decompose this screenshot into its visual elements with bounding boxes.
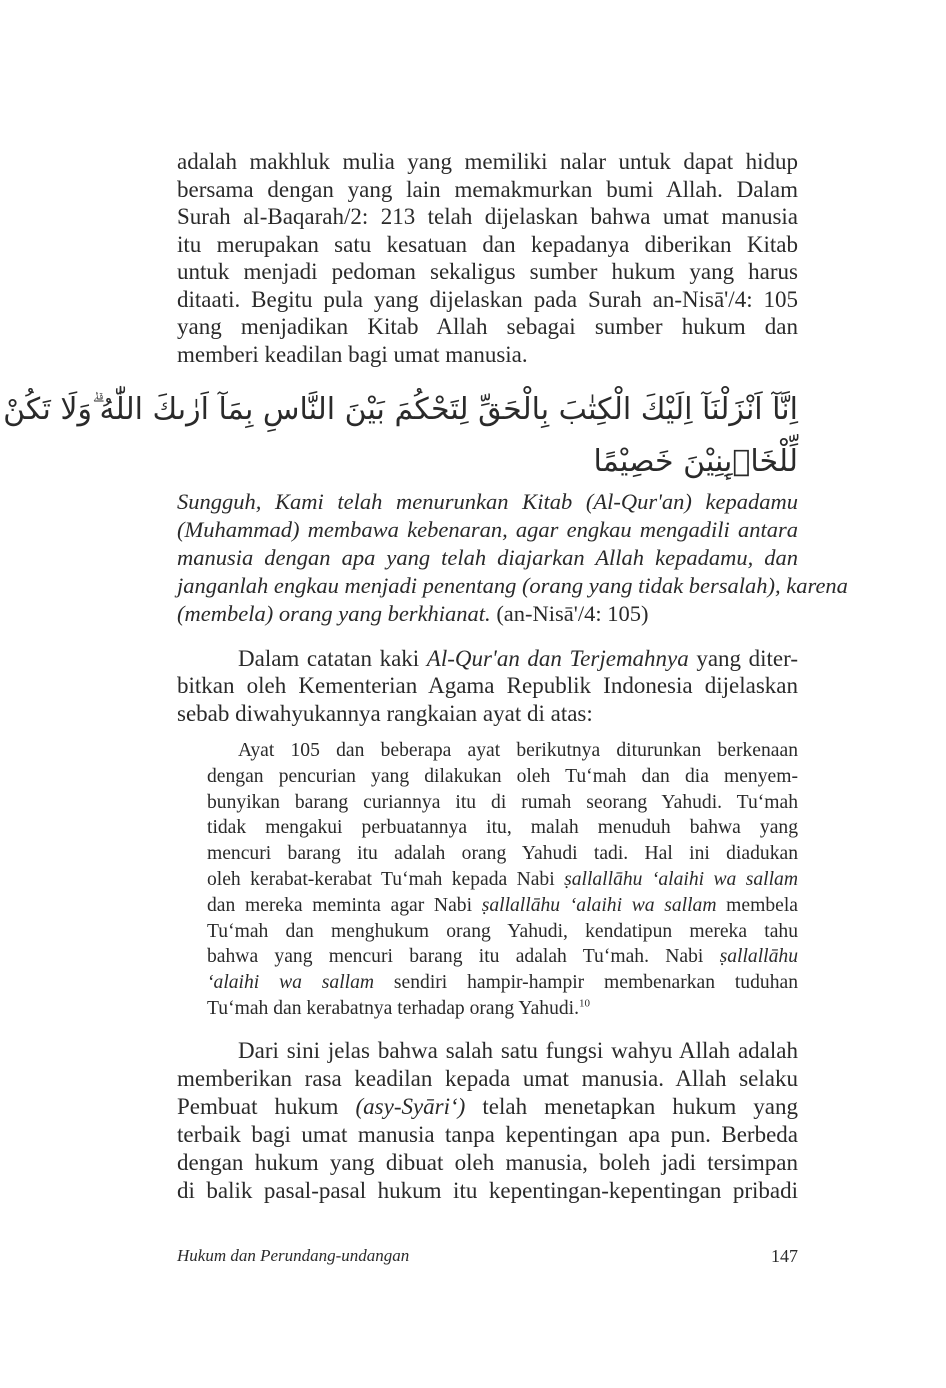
text-line [177,203,798,231]
text-run: yang menjadikan Kitab Allah sebagai sumber hukum dan [177,314,798,339]
paragraph-2 [177,645,798,727]
text-line [177,258,798,286]
text-run: Tu‘mah dan menghukum orang Yahudi, kendatipun mereka tahu [207,920,798,942]
text-line [177,1065,798,1093]
text-line [177,600,798,628]
text-line [207,841,798,867]
text-line [177,544,798,572]
text-run: bitkan oleh Kementerian Agama Republik Indonesia dijelaskan [177,673,798,699]
running-title: Hukum dan Perundang-undangan [177,1246,410,1265]
text-line [207,867,798,893]
text-run: adalah makhluk mulia yang memiliki nalar untuk dapat hidup [177,149,798,174]
text-run: memberikan rasa keadilan kepada umat manusia. Allah selaku [177,1066,798,1091]
text-run: Surah al-Baqarah/2: 213 telah dijelaskan bahwa umat manusia [177,204,798,229]
text-line [177,1037,798,1065]
text-line [177,231,798,259]
text-line [177,516,798,544]
text-run: terbaik bagi umat manusia tanpa kepentingan apa pun. Berbeda [177,1122,798,1147]
text-line [177,286,798,314]
text-line [177,313,798,341]
italic-text: ‘alaihi wa sallam [207,972,375,994]
text-line [207,996,798,1022]
text-line [3,384,798,436]
block-quote [207,738,798,1022]
text-run: memberi keadilan bagi umat manusia. [177,341,528,367]
text-line [207,738,798,764]
text-line [177,1149,798,1177]
text-run: sendiri hampir-hampir membenarkan tuduhan [374,972,798,994]
text-run: Dari sini jelas bahwa salah satu fungsi wahyu Allah adalah [238,1038,798,1063]
text-run: di balik pasal-pasal hukum itu kepentingan-kepentingan pribadi [177,1178,798,1203]
paragraph-1 [177,148,798,368]
text-line [177,572,848,600]
italic-text: Al-Qur'an dan Terjemahnya [426,646,689,671]
text-run: لِّلْخَاۤىِٕنِيْنَ خَصِيْمًا [593,444,798,479]
text-line [177,341,798,369]
text-run: (an-Nisā'/4: 105) [490,601,649,626]
italic-text: ṣallallāhu ‘alaihi wa sallam [564,868,799,890]
text-run: dengan hukum yang dibuat oleh manusia, boleh jadi tersimpan [177,1150,798,1175]
italic-text: ṣallallāhu ‘alaihi wa sallam [481,894,717,916]
text-line [207,764,798,790]
text-run: bunyikan barang curiannya itu di rumah seorang Yahudi. Tu‘mah [207,791,798,813]
italic-text: (Muhammad) membawa kebenaran, agar engkau mengadili antara [177,517,798,542]
text-run: sebab diwahyukannya rangkaian ayat di atas: [177,700,593,726]
text-line [207,919,798,945]
text-run: اِنَّآ اَنْزَلْنَآ اِلَيْكَ الْكِتٰبَ بِالْحَقِّ لِتَحْكُمَ بَيْنَ النَّاسِ بِمَآ اَرٰىكَ اللّٰهُ ۗوَلَا تَكُنْ [3,392,798,427]
text-run: mencuri barang itu adalah orang Yahudi tadi. Hal ini diadukan [207,843,798,865]
text-run: membela [716,894,798,916]
text-line [177,1093,798,1121]
italic-text: manusia dengan apa yang telah diajarkan Allah kepadamu, dan [177,545,798,570]
text-line [207,815,798,841]
italic-text: janganlah engkau menjadi penentang (orang yang tidak bersalah), karena [177,573,848,598]
text-run: bersama dengan yang lain memakmurkan bumi Allah. Dalam [177,176,798,202]
text-run: dan mereka meminta agar Nabi [207,894,482,916]
page-footer [177,1246,798,1267]
text-line [177,436,798,488]
italic-text: ṣallallāhu [719,946,798,968]
verse-translation [177,488,848,628]
text-run: telah menetapkan hukum yang [465,1094,798,1119]
text-line [207,970,798,996]
paragraph-3 [177,1037,798,1205]
footnote-marker: 10 [579,997,591,1010]
text-line [207,893,798,919]
text-line [177,1121,798,1149]
text-line [177,148,798,176]
text-run: itu merupakan satu kesatuan dan kepadanya diberikan Kitab [177,231,798,257]
text-run: ditaati. Begitu pula yang dijelaskan pada Surah an-Nisā'/4: 105 [177,286,798,312]
text-run: Dalam catatan kaki [238,646,427,671]
arabic-verse [3,384,798,488]
text-run: yang diter- [688,646,798,671]
italic-text: Sungguh, Kami telah menurunkan Kitab (Al-Qur'an) kepadamu [177,489,798,514]
text-line [177,672,798,699]
text-line [207,944,798,970]
italic-text: (asy-Syāri‘) [355,1094,466,1119]
text-line [177,1177,798,1205]
text-run: untuk menjadi pedoman sekaligus sumber hukum yang harus [177,259,798,284]
text-run: dengan pencurian yang dilakukan oleh Tu‘mah dan dia menyem- [207,765,798,787]
text-run: Tu‘mah dan kerabatnya terhadap orang Yahudi. [207,997,580,1019]
text-run: tidak mengakui perbuatannya itu, malah menuduh bahwa yang [207,817,798,839]
text-run: oleh kerabat-kerabat Tu‘mah kepada Nabi [207,868,565,890]
text-line [177,700,798,727]
text-line [177,176,798,204]
text-run: Pembuat hukum [177,1094,356,1119]
page-number: 147 [771,1246,798,1266]
text-run: Ayat 105 dan beberapa ayat berikutnya diturunkan berkenaan [238,740,798,761]
text-line [177,645,798,672]
text-run: bahwa yang mencuri barang itu adalah Tu‘mah. Nabi [207,946,720,968]
text-line [207,790,798,816]
italic-text: (membela) orang yang berkhianat. [177,601,491,626]
text-line [177,488,798,516]
